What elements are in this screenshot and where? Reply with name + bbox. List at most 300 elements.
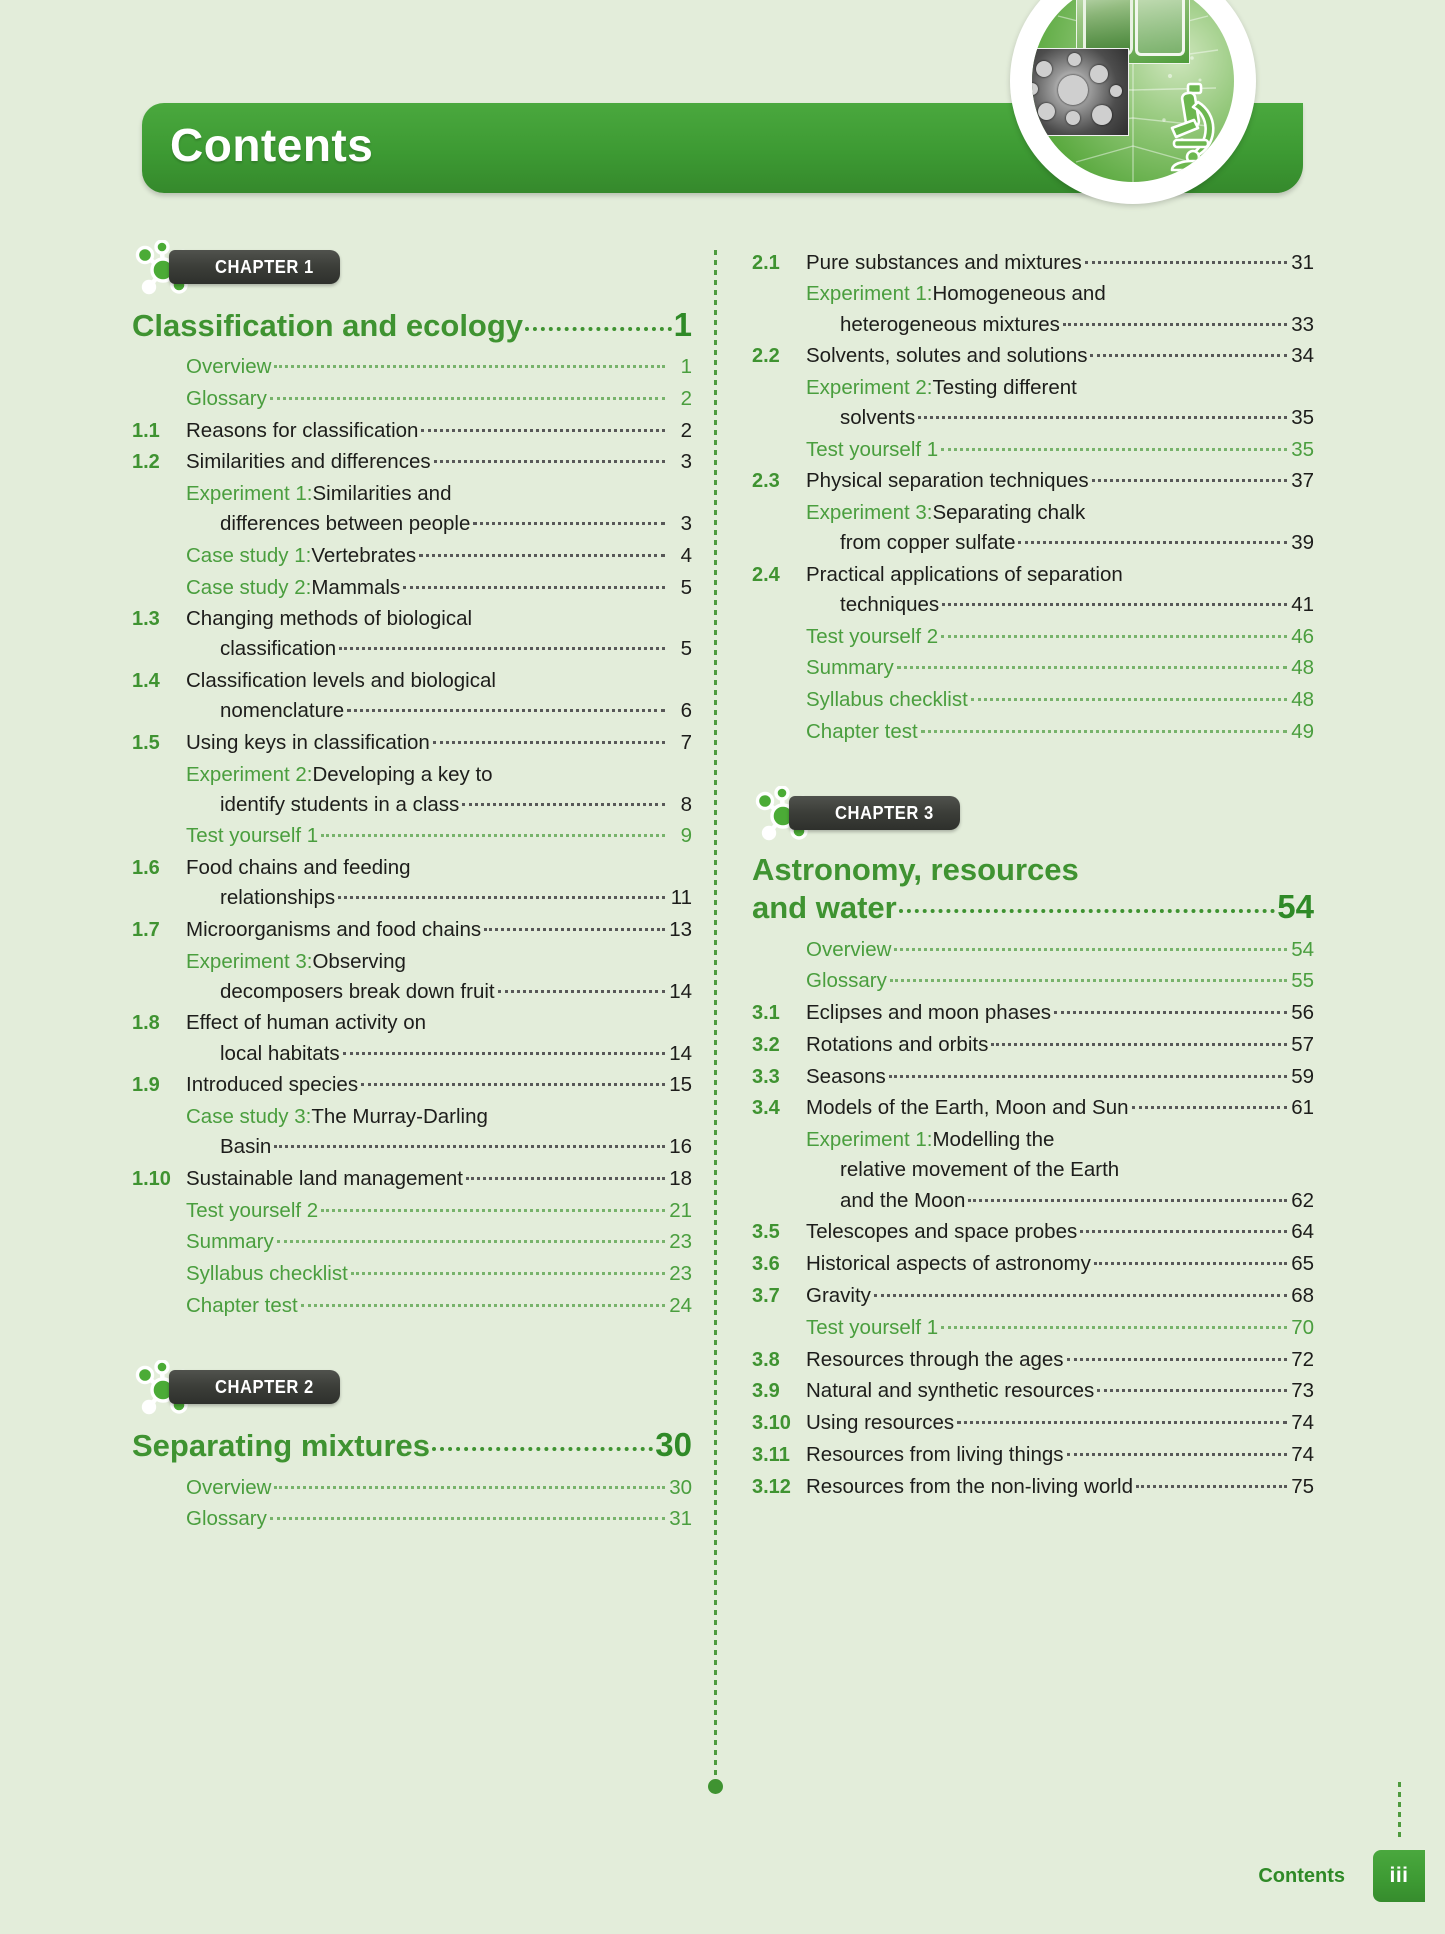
toc-entry-number: 1.10 — [132, 1167, 171, 1190]
toc-entry[interactable] — [752, 1440, 1314, 1470]
toc-entry-body — [806, 1217, 1314, 1247]
toc-entry-page: 48 — [1291, 656, 1314, 680]
toc-entry-number — [132, 479, 186, 480]
chapter-tag-4 — [752, 792, 1314, 842]
toc-entry[interactable] — [752, 279, 1314, 339]
toc-entry-body — [806, 1281, 1314, 1311]
toc-entry-page: 7 — [680, 730, 692, 754]
toc-entry-text: Historical aspects of astronomy — [806, 1252, 1091, 1276]
toc-entry-body — [186, 447, 692, 477]
toc-entry-page: 13 — [669, 917, 692, 941]
toc-entry-text: Summary — [806, 656, 894, 680]
toc-entry-body — [806, 622, 1314, 652]
toc-entry-body — [806, 435, 1314, 465]
chapter-tag-2 — [132, 1366, 692, 1416]
leader-dots — [419, 554, 665, 557]
toc-entry-page: 8 — [680, 792, 692, 816]
spacer — [132, 1322, 692, 1366]
toc-entry-text: Testing different — [932, 376, 1077, 400]
toc-entry-text: and the Moon — [840, 1188, 966, 1212]
toc-entry[interactable] — [752, 966, 1314, 996]
toc-entry-body — [806, 717, 1314, 747]
toc-entry-text: Physical separation techniques — [806, 469, 1089, 493]
toc-entry-line — [806, 560, 1314, 590]
toc-entry-label: Experiment 2: — [806, 376, 933, 400]
toc-entry-text: Rotations and orbits — [806, 1032, 989, 1056]
toc-entry-line — [186, 947, 692, 977]
toc-entry-line — [186, 728, 692, 758]
toc-entry-page: 15 — [669, 1073, 692, 1097]
toc-entry-line — [806, 403, 1314, 433]
toc-entry-number: 3.9 — [752, 1380, 780, 1403]
toc-entry-body — [806, 341, 1314, 371]
microscope-icon — [1162, 80, 1224, 176]
leader-dots — [890, 979, 1287, 982]
toc-entry-line — [186, 1008, 692, 1038]
toc-entry[interactable] — [132, 915, 692, 945]
toc-entry-line — [186, 883, 692, 913]
toc-entry-number: 3.7 — [752, 1284, 780, 1307]
toc-entry[interactable] — [752, 685, 1314, 715]
toc-entry-number — [132, 1504, 186, 1505]
toc-entry-page: 6 — [680, 699, 692, 723]
leader-dots — [942, 603, 1287, 606]
toc-entry[interactable] — [752, 1062, 1314, 1092]
toc-entry-text: Mammals — [311, 575, 401, 599]
toc-entry-line — [806, 1249, 1314, 1279]
page-footer — [0, 1814, 1445, 1934]
leader-dots — [1136, 1485, 1287, 1488]
toc-entry-body — [806, 466, 1314, 496]
toc-entry[interactable] — [752, 435, 1314, 465]
leader-dots — [484, 928, 665, 931]
toc-entry-line — [806, 248, 1314, 278]
toc-entry[interactable] — [752, 560, 1314, 620]
leader-dots — [343, 1052, 665, 1055]
leader-dots — [421, 429, 665, 432]
toc-entry-body — [806, 1376, 1314, 1406]
toc-entry-line — [806, 1217, 1314, 1247]
toc-entry-line — [806, 622, 1314, 652]
toc-entry[interactable] — [752, 1345, 1314, 1375]
toc-entry[interactable] — [132, 1504, 692, 1534]
toc-entry-line — [186, 573, 692, 603]
leader-dots — [339, 647, 665, 650]
column-divider — [714, 250, 717, 1780]
toc-entry-page: 39 — [1291, 531, 1314, 555]
leader-dots — [1018, 541, 1287, 544]
leader-dots — [991, 1043, 1287, 1046]
toc-entry-text: Developing a key to — [312, 762, 493, 786]
toc-entry[interactable] — [132, 1227, 692, 1257]
toc-entry-number — [752, 373, 806, 374]
toc-entry-number: 3.4 — [752, 1097, 780, 1120]
toc-entry-line — [806, 1186, 1314, 1216]
toc-entry-text: Resources from the non-living world — [806, 1475, 1133, 1499]
toc-entry-number: 1.8 — [132, 1012, 160, 1035]
toc-entry-line — [806, 590, 1314, 620]
toc-entry[interactable] — [132, 1291, 692, 1321]
toc-entry-text: Classification levels and biological — [186, 669, 496, 693]
toc-entry-text: identify students in a class — [220, 792, 460, 816]
toc-entry[interactable] — [132, 1070, 692, 1100]
chapter-title-line — [132, 306, 692, 344]
leader-dots — [274, 1145, 665, 1148]
toc-entry-page: 48 — [1291, 688, 1314, 712]
toc-entry-line — [806, 998, 1314, 1028]
toc-entry[interactable] — [132, 1102, 692, 1162]
toc-entry-number — [752, 435, 806, 436]
toc-entry-page: 54 — [1291, 937, 1314, 961]
toc-entry[interactable] — [132, 853, 692, 913]
toc-entry-text: Test yourself 1 — [806, 437, 939, 461]
toc-entry-page: 3 — [680, 450, 692, 474]
toc-entry-page: 49 — [1291, 719, 1314, 743]
toc-entry[interactable] — [752, 341, 1314, 371]
toc-entry-body — [186, 1504, 692, 1534]
toc-entry-text: Gravity — [806, 1283, 871, 1307]
toc-entry-text: Glossary — [806, 969, 887, 993]
leader-dots — [894, 948, 1287, 951]
toc-entry-text: Summary — [186, 1230, 274, 1254]
leader-dots — [351, 1272, 665, 1275]
toc-entry-page: 2 — [680, 418, 692, 442]
toc-entry-text: local habitats — [220, 1041, 340, 1065]
toc-entry-page: 34 — [1291, 344, 1314, 368]
toc-entry-page: 74 — [1291, 1443, 1314, 1467]
leader-dots — [498, 990, 665, 993]
toc-entry[interactable] — [752, 248, 1314, 278]
chapter-title-1 — [132, 306, 692, 344]
toc-entry[interactable] — [752, 466, 1314, 496]
chapter-title-page: 1 — [673, 306, 692, 343]
toc-entry[interactable] — [132, 1473, 692, 1503]
toc-entry[interactable] — [132, 821, 692, 851]
toc-entry-text: from copper sulfate — [840, 531, 1016, 555]
toc-entry[interactable] — [132, 1196, 692, 1226]
toc-entry-line — [186, 1039, 692, 1069]
toc-entry-number — [132, 1291, 186, 1292]
chapter-title-4 — [752, 852, 1314, 926]
toc-entry-number: 2.4 — [752, 564, 780, 587]
toc-entry-number — [752, 1125, 806, 1126]
toc-entry-page: 35 — [1291, 437, 1314, 461]
toc-entry[interactable] — [752, 1376, 1314, 1406]
toc-entry-page: 31 — [1291, 250, 1314, 274]
toc-entry-line — [186, 977, 692, 1007]
toc-entry-text: Vertebrates — [311, 544, 417, 568]
toc-entry-text: Telescopes and space probes — [806, 1220, 1078, 1244]
toc-entry-body — [186, 915, 692, 945]
toc-entry-number — [132, 352, 186, 353]
toc-entry[interactable] — [752, 1408, 1314, 1438]
toc-entry[interactable] — [752, 1125, 1314, 1215]
toc-entry[interactable] — [132, 447, 692, 477]
toc-entry-number — [132, 760, 186, 761]
toc-entry-body — [186, 1291, 692, 1321]
toc-entry-line — [806, 1440, 1314, 1470]
toc-entry[interactable] — [132, 384, 692, 414]
toc-entry-line — [806, 528, 1314, 558]
toc-entry-text: Food chains and feeding — [186, 856, 411, 880]
toc-entry[interactable] — [132, 416, 692, 446]
toc-entry[interactable] — [752, 935, 1314, 965]
toc-entry-text: Glossary — [186, 1507, 267, 1531]
toc-entry[interactable] — [132, 541, 692, 571]
toc-entry-body — [186, 1473, 692, 1503]
toc-entry[interactable] — [132, 1008, 692, 1068]
toc-entry-line — [186, 1102, 692, 1132]
toc-entry-text: Test yourself 2 — [186, 1198, 319, 1222]
toc-entry-label: Experiment 2: — [186, 762, 313, 786]
toc-entry-line — [186, 509, 692, 539]
toc-entry-text: Solvents, solutes and solutions — [806, 344, 1088, 368]
leader-dots — [301, 1304, 665, 1307]
toc-entry-line — [806, 1408, 1314, 1438]
leader-dots — [1085, 261, 1287, 264]
toc-entry-text: Homogeneous and — [932, 282, 1106, 306]
toc-entry-line — [806, 1125, 1314, 1155]
toc-entry-body — [186, 416, 692, 446]
toc-entry-line — [186, 479, 692, 509]
chapter-title-line — [132, 1426, 692, 1464]
toc-entry-body — [806, 373, 1314, 433]
toc-entry-number: 3.6 — [752, 1253, 780, 1276]
toc-entry-page: 56 — [1291, 1000, 1314, 1024]
toc-entry-text: Glossary — [186, 386, 267, 410]
toc-entry[interactable] — [752, 1030, 1314, 1060]
toc-entry[interactable] — [132, 666, 692, 726]
leader-dots — [1054, 1011, 1287, 1014]
toc-entry-page: 24 — [669, 1293, 692, 1317]
toc-entry-line — [186, 1259, 692, 1289]
toc-entry-text: techniques — [840, 593, 940, 617]
toc-entry-number — [752, 935, 806, 936]
toc-entry-page: 75 — [1291, 1475, 1314, 1499]
toc-entry-body — [806, 1062, 1314, 1092]
hero-medallion-image — [1032, 0, 1234, 182]
toc-entry-body — [186, 666, 692, 726]
toc-entry-page: 31 — [669, 1507, 692, 1531]
toc-entry-number: 2.2 — [752, 345, 780, 368]
toc-entry-number: 3.5 — [752, 1221, 780, 1244]
toc-entry-line — [806, 279, 1314, 309]
toc-entry-text: Overview — [806, 937, 892, 961]
toc-entry-text: Natural and synthetic resources — [806, 1379, 1095, 1403]
toc-entry-label: Experiment 3: — [806, 501, 933, 525]
leader-dots — [403, 586, 665, 589]
leader-dots — [321, 1209, 665, 1212]
toc-entry-line — [186, 634, 692, 664]
toc-entry-page: 3 — [680, 512, 692, 536]
toc-entry-text: Effect of human activity on — [186, 1011, 427, 1035]
leader-dots — [433, 741, 665, 744]
toc-entry-number — [132, 1227, 186, 1228]
toc-entry-number: 3.1 — [752, 1001, 780, 1024]
toc-entry-line — [806, 935, 1314, 965]
toc-entry-page: 37 — [1291, 469, 1314, 493]
toc-entry-text: Syllabus checklist — [186, 1261, 348, 1285]
chapter-tag-plate — [169, 250, 340, 284]
toc-entry-body — [806, 498, 1314, 558]
toc-entry-text: nomenclature — [220, 699, 345, 723]
toc-entry[interactable] — [132, 760, 692, 820]
toc-entry-text: relationships — [220, 886, 336, 910]
toc-entry-text: The Murray-Darling — [311, 1105, 488, 1129]
toc-entry[interactable] — [752, 1217, 1314, 1247]
toc-entry[interactable] — [132, 479, 692, 539]
chapter-tag-1 — [132, 246, 692, 296]
page-title: Contents — [170, 119, 374, 171]
leader-dots — [968, 1199, 1287, 1202]
toc-entry[interactable] — [752, 717, 1314, 747]
toc-entry-line — [186, 541, 692, 571]
toc-right-column — [752, 246, 1314, 1504]
toc-entry-body — [806, 935, 1314, 965]
toc-entry[interactable] — [752, 1093, 1314, 1123]
toc-entry-number: 3.8 — [752, 1348, 780, 1371]
leader-dots — [1094, 1262, 1287, 1265]
toc-entry-page: 62 — [1291, 1188, 1314, 1212]
toc-entry-line — [806, 1062, 1314, 1092]
toc-entry-number — [132, 384, 186, 385]
leader-dots — [1067, 1358, 1287, 1361]
toc-entry-body — [806, 1313, 1314, 1343]
toc-entry-number: 1.3 — [132, 608, 160, 631]
micrograph-icon — [1032, 48, 1129, 136]
leader-dots — [957, 1421, 1287, 1424]
leader-dots — [941, 448, 1287, 451]
toc-entry[interactable] — [132, 728, 692, 758]
toc-entry-number: 2.3 — [752, 470, 780, 493]
toc-entry-text: Eclipses and moon phases — [806, 1000, 1052, 1024]
leader-dots — [274, 1486, 665, 1489]
toc-entry-page: 55 — [1291, 969, 1314, 993]
toc-entry-line — [806, 1030, 1314, 1060]
toc-entry-page: 16 — [669, 1135, 692, 1159]
toc-entry-label: Experiment 1: — [806, 1128, 933, 1152]
chapter-title-page: 54 — [1277, 888, 1314, 926]
toc-entry-page: 1 — [680, 355, 692, 379]
toc-entry-page: 11 — [670, 886, 692, 910]
toc-entry-line — [806, 373, 1314, 403]
leader-dots — [1132, 1106, 1287, 1109]
page-header — [0, 0, 1445, 200]
toc-entry-number — [132, 1196, 186, 1197]
toc-entry[interactable] — [132, 604, 692, 664]
toc-entry[interactable] — [132, 947, 692, 1007]
toc-entry-text: Test yourself 1 — [186, 824, 319, 848]
toc-entry-text: Chapter test — [186, 1293, 298, 1317]
chapter-title-page: 30 — [655, 1426, 692, 1464]
toc-entry-label: Case study 1: — [186, 544, 312, 568]
chapter-tag-label: CHAPTER 2 — [215, 1376, 314, 1397]
leader-dots — [1080, 1230, 1287, 1233]
leader-dots — [971, 698, 1287, 701]
toc-entry-body — [186, 760, 692, 820]
toc-entry-line — [186, 666, 692, 696]
toc-entry-number — [752, 685, 806, 686]
chapter-title-2 — [132, 1426, 692, 1464]
toc-entry-text: Syllabus checklist — [806, 688, 968, 712]
toc-entry-body — [186, 352, 692, 382]
toc-entry-text: decomposers break down fruit — [220, 979, 495, 1003]
toc-entry-line — [186, 1132, 692, 1162]
toc-entry-body — [806, 1093, 1314, 1123]
toc-entry-number — [752, 717, 806, 718]
toc-entry-text: Basin — [220, 1135, 272, 1159]
toc-entry-text: Modelling the — [932, 1128, 1055, 1152]
toc-entry-page: 57 — [1291, 1032, 1314, 1056]
toc-entry[interactable] — [132, 1164, 692, 1194]
toc-left-column — [132, 246, 692, 1536]
toc-entry-text: Changing methods of biological — [186, 607, 473, 631]
toc-entry[interactable] — [752, 373, 1314, 433]
leader-dots — [466, 1177, 665, 1180]
leader-dots — [941, 1326, 1287, 1329]
toc-entry-line — [806, 1093, 1314, 1123]
toc-entry-line — [806, 685, 1314, 715]
toc-entry-text: Test yourself 2 — [806, 624, 939, 648]
toc-entry-page: 35 — [1291, 406, 1314, 430]
toc-entry-body — [806, 560, 1314, 620]
toc-entry[interactable] — [752, 1472, 1314, 1502]
toc-entry[interactable] — [752, 998, 1314, 1028]
toc-entry-line — [186, 416, 692, 446]
toc-entry-number: 1.2 — [132, 451, 160, 474]
toc-entry-line — [186, 790, 692, 820]
toc-entry-text: Overview — [186, 1475, 272, 1499]
toc-entry-body — [186, 1164, 692, 1194]
toc-entry[interactable] — [132, 1259, 692, 1289]
leader-dots — [361, 1083, 665, 1086]
toc-entry-page: 70 — [1291, 1315, 1314, 1339]
leader-dots — [525, 327, 672, 331]
toc-entry-number: 3.11 — [752, 1444, 790, 1467]
toc-entry-number — [132, 541, 186, 542]
toc-entry-line — [186, 1196, 692, 1226]
toc-entry[interactable] — [752, 622, 1314, 652]
toc-entry-text: Chapter test — [806, 719, 918, 743]
toc-entry[interactable] — [752, 1313, 1314, 1343]
toc-entry[interactable] — [752, 498, 1314, 558]
toc-entry-text: relative movement of the Earth — [840, 1158, 1120, 1182]
leader-dots — [347, 709, 665, 712]
toc-entry-line — [186, 1291, 692, 1321]
toc-entry-number: 1.6 — [132, 857, 160, 880]
toc-entry-text: Test yourself 1 — [806, 1315, 939, 1339]
toc-entry-page: 74 — [1291, 1411, 1314, 1435]
toc-entry-line — [186, 1070, 692, 1100]
toc-entry-text: Using keys in classification — [186, 730, 430, 754]
toc-entry-page: 73 — [1291, 1379, 1314, 1403]
toc-entry[interactable] — [132, 573, 692, 603]
toc-entry-number: 1.1 — [132, 419, 160, 442]
toc-entry[interactable] — [752, 1249, 1314, 1279]
toc-entry-line — [806, 1376, 1314, 1406]
toc-entry-number: 3.10 — [752, 1412, 791, 1435]
toc-entry-label: Case study 3: — [186, 1105, 312, 1129]
toc-entry[interactable] — [752, 1281, 1314, 1311]
toc-entry-number — [132, 821, 186, 822]
toc-entry-body — [806, 1030, 1314, 1060]
leader-dots — [321, 834, 665, 837]
toc-entry-line — [806, 1155, 1314, 1185]
leader-dots — [1090, 354, 1287, 357]
toc-entry[interactable] — [752, 653, 1314, 683]
toc-entry[interactable] — [132, 352, 692, 382]
toc-entry-page: 23 — [669, 1261, 692, 1285]
